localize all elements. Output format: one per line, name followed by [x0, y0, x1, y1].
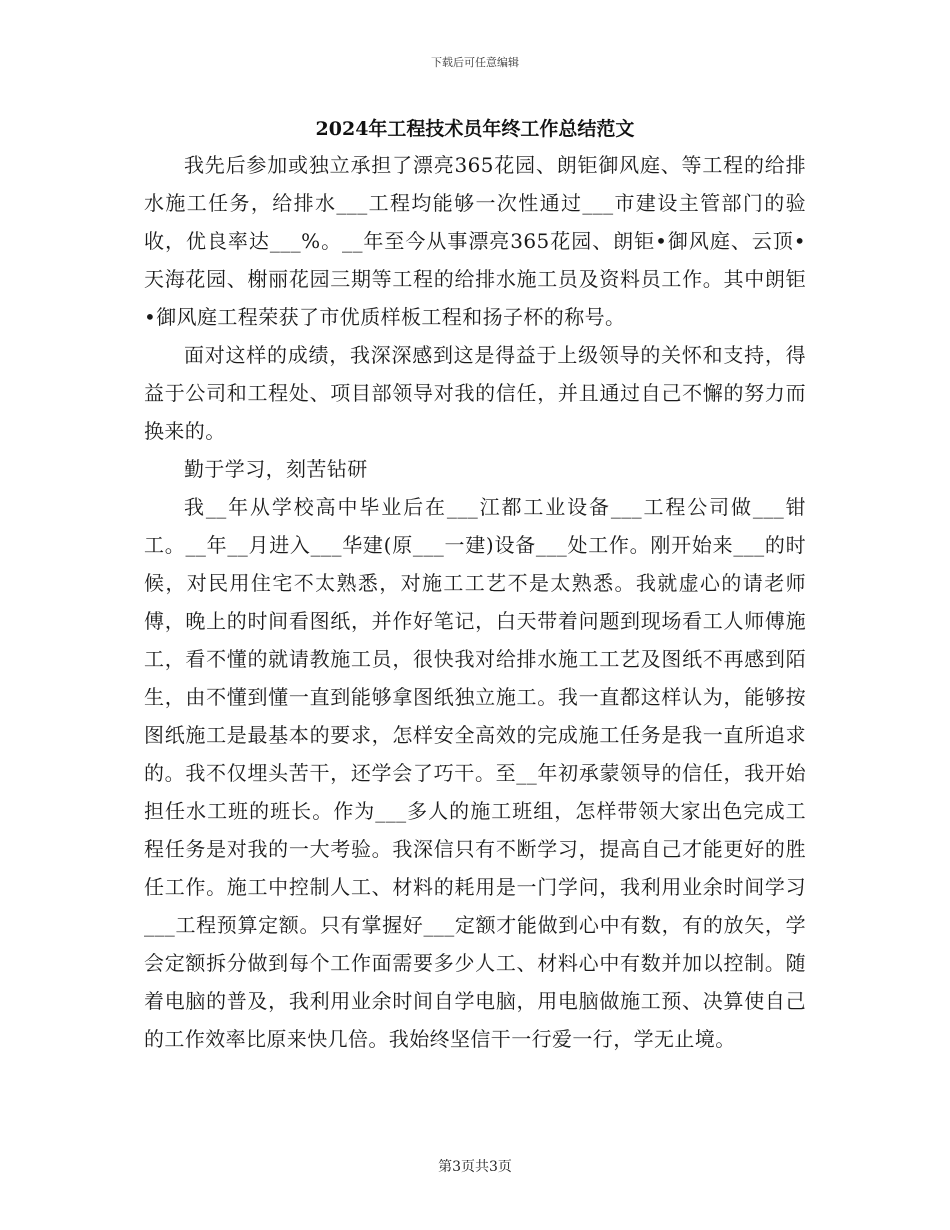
page-footer-indicator: 第3页共3页	[438, 1159, 512, 1175]
body-paragraph-2: 面对这样的成绩，我深深感到这是得益于上级领导的关怀和支持，得益于公司和工程处、项目部领导对我的信任，并且通过自己不懈的努力而换来的。	[144, 343, 806, 443]
body-paragraph-1: 我先后参加或独立承担了漂亮365花园、朗钜御风庭、等工程的给排水施工任务，给排水___工程均能够一次性通过___市建设主管部门的验收，优良率达___%。__年至今从事漂亮365花园、朗钜•御风庭、云顶•天海花园、榭丽花园三期等工程的给排水施工员及资料员工作。其中朗钜•御风庭工程荣获了市优质样板工程和扬子杯的称号。	[144, 153, 806, 329]
document-body	[144, 146, 806, 1058]
section-paragraph: 我__年从学校高中毕业后在___江都工业设备___工程公司做___钳工。__年__月进入___华建(原___一建)设备___处工作。刚开始来___的时候，对民用住宅不太熟悉，对施工工艺不是太熟悉。我就虚心的请老师傅，晚上的时间看图纸，并作好笔记，白天带着问题到现场看工人师傅施工，看不懂的就请教施工员，很快我对给排水施工工艺及图纸不再感到陌生，由不懂到懂一直到能够拿图纸独立施工。我一直都这样认为，能够按图纸施工是最基本的要求，怎样安全高效的完成施工任务是我一直所追求的。我不仅埋头苦干，还学会了巧干。至__年初承蒙领导的信任，我开始担任水工班的班长。作为___多人的施工班组，怎样带领大家出色完成工程任务是对我的一大考验。我深信只有不断学习，提高自己才能更好的胜任工作。施工中控制人工、材料的耗用是一门学问，我利用业余时间学习___工程预算定额。只有掌握好___定额才能做到心中有数，有的放矢，学会定额拆分做到每个工作面需要多少人工、材料心中有数并加以控制。随着电脑的普及，我利用业余时间自学电脑，用电脑做施工预、决算使自己的工作效率比原来快几倍。我始终坚信干一行爱一行，学无止境。	[144, 495, 806, 1051]
page-header-note: 下载后可任意编辑	[431, 56, 519, 69]
section-heading: 勤于学习，刻苦钻研	[184, 457, 368, 481]
document-title: 2024年工程技术员年终工作总结范文	[315, 118, 635, 140]
